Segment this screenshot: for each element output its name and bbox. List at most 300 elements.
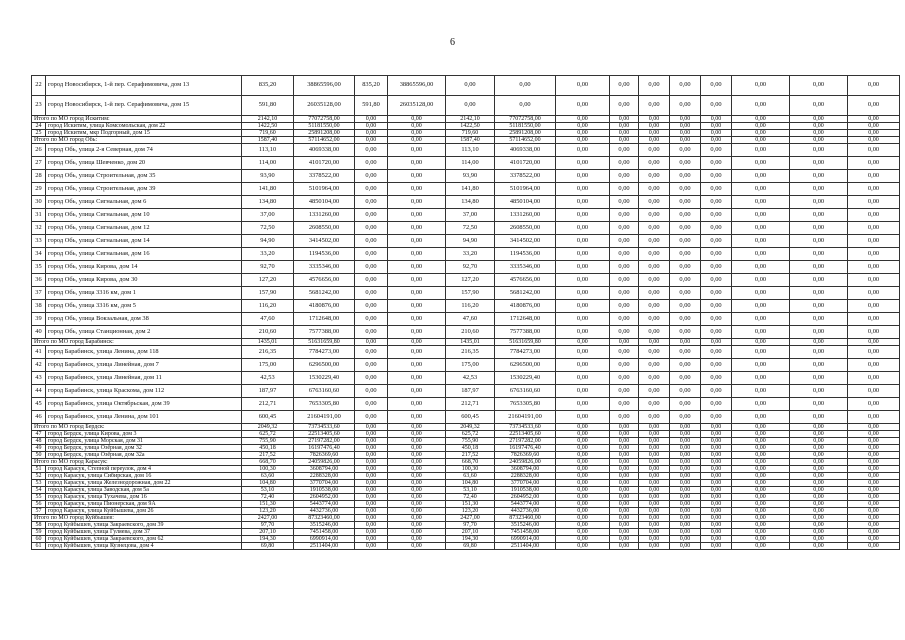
value-cell: 0,00 [639, 480, 670, 487]
value-cell: 0,00 [790, 385, 848, 398]
value-cell: 0,00 [790, 313, 848, 326]
row-number: 50 [32, 452, 46, 459]
value-cell: 0,00 [732, 494, 790, 501]
table-row [32, 326, 900, 339]
value-cell: 0,00 [355, 473, 388, 480]
value-cell: 0,00 [732, 385, 790, 398]
value-cell: 0,00 [732, 487, 790, 494]
value-cell: 0,00 [848, 385, 900, 398]
value-cell: 4180876,00 [294, 300, 355, 313]
value-cell: 0,00 [848, 248, 900, 261]
value-cell: 0,00 [790, 431, 848, 438]
value-cell: 0,00 [732, 137, 790, 144]
value-cell: 0,00 [790, 196, 848, 209]
value-cell: 38865596,00 [294, 76, 355, 96]
value-cell: 0,00 [670, 76, 701, 96]
value-cell: 72,40 [242, 494, 294, 501]
value-cell: 0,00 [388, 313, 446, 326]
value-cell: 0,00 [790, 398, 848, 411]
value-cell: 0,00 [556, 235, 610, 248]
value-cell: 0,00 [701, 96, 732, 116]
value-cell: 625,72 [446, 431, 495, 438]
subtotal-row [32, 459, 900, 466]
value-cell: 0,00 [701, 431, 732, 438]
value-cell: 1712648,00 [294, 313, 355, 326]
address-cell: город Обь, улица Шевченко, дом 20 [46, 157, 242, 170]
value-cell: 719,60 [446, 130, 495, 137]
value-cell: 77072758,00 [294, 116, 355, 123]
table-row [32, 123, 900, 130]
value-cell: 0,00 [610, 487, 639, 494]
value-cell: 0,00 [388, 459, 446, 466]
value-cell: 0,00 [848, 130, 900, 137]
value-cell: 1435,01 [446, 339, 495, 346]
value-cell: 0,00 [639, 261, 670, 274]
subtotal-row [32, 116, 900, 123]
address-cell: город Искитим, улица Комсомольская, дом 22 [46, 123, 242, 130]
value-cell: 22513405,60 [294, 431, 355, 438]
value-cell: 2288328,00 [294, 473, 355, 480]
value-cell: 0,00 [790, 235, 848, 248]
value-cell: 0,00 [848, 480, 900, 487]
table-row [32, 235, 900, 248]
value-cell: 0,00 [701, 424, 732, 431]
value-cell: 25891208,00 [495, 130, 556, 137]
value-cell: 0,00 [790, 170, 848, 183]
table-row [32, 157, 900, 170]
value-cell: 0,00 [355, 326, 388, 339]
value-cell: 0,00 [610, 116, 639, 123]
value-cell: 0,00 [790, 536, 848, 543]
value-cell: 0,00 [639, 222, 670, 235]
value-cell: 100,30 [242, 466, 294, 473]
value-cell: 0,00 [556, 76, 610, 96]
table-row [32, 494, 900, 501]
value-cell: 0,00 [732, 515, 790, 522]
row-number: 25 [32, 130, 46, 137]
value-cell: 0,00 [670, 123, 701, 130]
table-row [32, 487, 900, 494]
value-cell: 0,00 [670, 137, 701, 144]
value-cell: 0,00 [670, 116, 701, 123]
value-cell: 0,00 [790, 359, 848, 372]
value-cell: 0,00 [388, 445, 446, 452]
table-row [32, 480, 900, 487]
address-cell: город Барабинск, улица Октябрьская, дом 39 [46, 398, 242, 411]
value-cell: 0,00 [790, 96, 848, 116]
value-cell: 210,60 [242, 326, 294, 339]
value-cell: 0,00 [556, 431, 610, 438]
value-cell: 0,00 [556, 424, 610, 431]
value-cell: 450,18 [446, 445, 495, 452]
value-cell: 141,80 [242, 183, 294, 196]
value-cell: 0,00 [732, 424, 790, 431]
value-cell: 1331260,00 [495, 209, 556, 222]
value-cell: 0,00 [610, 170, 639, 183]
value-cell: 0,00 [701, 116, 732, 123]
value-cell: 0,00 [388, 183, 446, 196]
value-cell: 7784273,00 [495, 346, 556, 359]
value-cell: 2604952,00 [294, 494, 355, 501]
value-cell: 0,00 [790, 274, 848, 287]
row-number: 27 [32, 157, 46, 170]
value-cell: 0,00 [790, 123, 848, 130]
value-cell: 0,00 [556, 359, 610, 372]
value-cell: 0,00 [639, 183, 670, 196]
value-cell: 5681242,00 [495, 287, 556, 300]
page-number: 6 [450, 37, 455, 48]
value-cell: 47,60 [242, 313, 294, 326]
value-cell: 0,00 [388, 543, 446, 550]
value-cell: 600,45 [242, 411, 294, 424]
value-cell: 0,00 [701, 411, 732, 424]
address-cell: город Карасук, улица Пионерская, дом 9А [46, 501, 242, 508]
value-cell: 0,00 [670, 235, 701, 248]
value-cell: 0,00 [848, 536, 900, 543]
value-cell: 835,20 [242, 76, 294, 96]
value-cell: 1587,40 [242, 137, 294, 144]
value-cell: 7826369,60 [495, 452, 556, 459]
value-cell: 0,00 [670, 248, 701, 261]
row-number: 41 [32, 346, 46, 359]
value-cell: 4069338,00 [294, 144, 355, 157]
value-cell: 87323460,00 [495, 515, 556, 522]
value-cell: 72,50 [242, 222, 294, 235]
value-cell: 0,00 [701, 466, 732, 473]
row-number: 51 [32, 466, 46, 473]
value-cell: 16197476,40 [495, 445, 556, 452]
row-number: 52 [32, 473, 46, 480]
value-cell: 69,80 [242, 543, 294, 550]
row-number: 57 [32, 508, 46, 515]
value-cell: 591,80 [355, 96, 388, 116]
value-cell: 0,00 [848, 96, 900, 116]
value-cell: 127,20 [446, 274, 495, 287]
subtotal-row [32, 424, 900, 431]
value-cell: 0,00 [732, 359, 790, 372]
value-cell: 0,00 [355, 196, 388, 209]
value-cell: 0,00 [639, 445, 670, 452]
value-cell: 0,00 [732, 326, 790, 339]
value-cell: 0,00 [701, 144, 732, 157]
value-cell: 0,00 [639, 487, 670, 494]
value-cell: 0,00 [848, 235, 900, 248]
value-cell: 6296500,00 [495, 359, 556, 372]
value-cell: 0,00 [556, 487, 610, 494]
value-cell: 0,00 [701, 222, 732, 235]
value-cell: 0,00 [670, 346, 701, 359]
value-cell: 0,00 [556, 508, 610, 515]
value-cell: 0,00 [732, 411, 790, 424]
value-cell: 0,00 [670, 501, 701, 508]
value-cell: 0,00 [639, 411, 670, 424]
value-cell: 0,00 [732, 438, 790, 445]
value-cell: 0,00 [610, 494, 639, 501]
value-cell: 1194536,00 [495, 248, 556, 261]
value-cell: 0,00 [732, 248, 790, 261]
value-cell: 6763160,60 [495, 385, 556, 398]
row-number: 61 [32, 543, 46, 550]
value-cell: 0,00 [701, 529, 732, 536]
value-cell: 0,00 [355, 466, 388, 473]
value-cell: 0,00 [355, 445, 388, 452]
value-cell: 4850104,00 [294, 196, 355, 209]
value-cell: 0,00 [388, 116, 446, 123]
subtotal-label: Итого по МО город Карасук: [32, 459, 242, 466]
value-cell: 0,00 [388, 480, 446, 487]
value-cell: 0,00 [732, 209, 790, 222]
value-cell: 0,00 [670, 313, 701, 326]
value-cell: 3335346,00 [495, 261, 556, 274]
value-cell: 0,00 [790, 209, 848, 222]
value-cell: 0,00 [556, 170, 610, 183]
value-cell: 4576656,00 [495, 274, 556, 287]
value-cell: 6990914,00 [495, 536, 556, 543]
value-cell: 0,00 [639, 522, 670, 529]
value-cell: 0,00 [701, 372, 732, 385]
value-cell: 0,00 [388, 424, 446, 431]
table-row [32, 438, 900, 445]
value-cell: 0,00 [556, 313, 610, 326]
table-row [32, 536, 900, 543]
value-cell: 0,00 [670, 96, 701, 116]
value-cell: 0,00 [388, 326, 446, 339]
value-cell: 719,60 [242, 130, 294, 137]
value-cell: 0,00 [670, 438, 701, 445]
value-cell: 0,00 [388, 248, 446, 261]
value-cell: 94,90 [242, 235, 294, 248]
value-cell: 591,80 [242, 96, 294, 116]
row-number: 44 [32, 385, 46, 398]
value-cell: 0,00 [556, 466, 610, 473]
value-cell: 0,00 [701, 76, 732, 96]
value-cell: 0,00 [610, 300, 639, 313]
address-cell: город Обь, улица Строительная, дом 35 [46, 170, 242, 183]
value-cell: 3770704,00 [294, 480, 355, 487]
value-cell: 0,00 [388, 452, 446, 459]
value-cell: 0,00 [790, 480, 848, 487]
value-cell: 0,00 [790, 543, 848, 550]
value-cell: 0,00 [610, 372, 639, 385]
value-cell: 0,00 [610, 466, 639, 473]
value-cell: 0,00 [790, 452, 848, 459]
value-cell: 0,00 [355, 116, 388, 123]
value-cell: 42,53 [446, 372, 495, 385]
table-row [32, 508, 900, 515]
value-cell: 151,30 [242, 501, 294, 508]
value-cell: 0,00 [388, 529, 446, 536]
value-cell: 0,00 [355, 130, 388, 137]
value-cell: 22513405,60 [495, 431, 556, 438]
value-cell: 0,00 [790, 466, 848, 473]
table-row [32, 466, 900, 473]
value-cell: 0,00 [670, 144, 701, 157]
value-cell: 0,00 [790, 300, 848, 313]
value-cell: 0,00 [701, 170, 732, 183]
value-cell: 0,00 [556, 137, 610, 144]
value-cell: 7451458,00 [294, 529, 355, 536]
value-cell: 0,00 [848, 431, 900, 438]
value-cell: 21604191,00 [294, 411, 355, 424]
value-cell: 0,00 [732, 287, 790, 300]
value-cell: 0,00 [670, 445, 701, 452]
value-cell: 0,00 [848, 222, 900, 235]
value-cell: 0,00 [732, 76, 790, 96]
value-cell: 0,00 [670, 515, 701, 522]
value-cell: 0,00 [388, 261, 446, 274]
value-cell: 51181550,00 [495, 123, 556, 130]
value-cell: 0,00 [790, 459, 848, 466]
value-cell: 134,80 [446, 196, 495, 209]
value-cell: 0,00 [732, 170, 790, 183]
value-cell: 0,00 [355, 452, 388, 459]
value-cell: 450,18 [242, 445, 294, 452]
value-cell: 2427,00 [242, 515, 294, 522]
address-cell: город Карасук, Степной переулок, дом 4 [46, 466, 242, 473]
value-cell: 0,00 [556, 438, 610, 445]
row-number: 46 [32, 411, 46, 424]
value-cell: 0,00 [701, 459, 732, 466]
value-cell: 0,00 [610, 508, 639, 515]
value-cell: 0,00 [355, 339, 388, 346]
value-cell: 0,00 [848, 522, 900, 529]
value-cell: 0,00 [848, 183, 900, 196]
value-cell: 0,00 [848, 339, 900, 346]
value-cell: 116,20 [446, 300, 495, 313]
value-cell: 0,00 [639, 130, 670, 137]
value-cell: 0,00 [701, 248, 732, 261]
value-cell: 151,30 [446, 501, 495, 508]
value-cell: 0,00 [670, 385, 701, 398]
value-cell: 755,90 [242, 438, 294, 445]
value-cell: 0,00 [355, 494, 388, 501]
value-cell: 0,00 [670, 339, 701, 346]
value-cell: 0,00 [610, 346, 639, 359]
value-cell: 0,00 [732, 398, 790, 411]
value-cell: 0,00 [556, 144, 610, 157]
value-cell: 7653305,80 [495, 398, 556, 411]
value-cell: 0,00 [670, 359, 701, 372]
address-cell: город Обь, улица 3316 км, дом 1 [46, 287, 242, 300]
value-cell: 0,00 [670, 431, 701, 438]
value-cell: 0,00 [639, 157, 670, 170]
value-cell: 21604191,00 [495, 411, 556, 424]
address-cell: город Бердск, улица Озёрная, дом 32 [46, 445, 242, 452]
value-cell: 2049,32 [446, 424, 495, 431]
value-cell: 0,00 [610, 359, 639, 372]
value-cell: 7577388,00 [495, 326, 556, 339]
value-cell: 0,00 [848, 196, 900, 209]
value-cell: 0,00 [556, 346, 610, 359]
value-cell: 0,00 [790, 487, 848, 494]
table-row [32, 473, 900, 480]
table-row [32, 372, 900, 385]
value-cell: 0,00 [388, 466, 446, 473]
value-cell: 0,00 [610, 261, 639, 274]
value-cell: 2427,00 [446, 515, 495, 522]
value-cell: 0,00 [610, 326, 639, 339]
table-row [32, 261, 900, 274]
value-cell: 0,00 [355, 222, 388, 235]
value-cell: 0,00 [556, 287, 610, 300]
value-cell: 7784273,00 [294, 346, 355, 359]
value-cell: 0,00 [701, 480, 732, 487]
value-cell: 0,00 [848, 543, 900, 550]
row-number: 42 [32, 359, 46, 372]
table-row [32, 411, 900, 424]
value-cell: 0,00 [790, 346, 848, 359]
value-cell: 0,00 [732, 346, 790, 359]
address-cell: город Барабинск, улица Линейная, дом 11 [46, 372, 242, 385]
value-cell: 0,00 [732, 473, 790, 480]
address-cell: город Обь, улица Сигнальная, дом 16 [46, 248, 242, 261]
value-cell: 0,00 [388, 473, 446, 480]
value-cell: 0,00 [732, 466, 790, 473]
value-cell: 0,00 [495, 76, 556, 96]
value-cell: 0,00 [610, 130, 639, 137]
value-cell: 0,00 [732, 480, 790, 487]
value-cell: 0,00 [732, 144, 790, 157]
address-cell: город Бердск, улица Кирова, дом 3 [46, 431, 242, 438]
value-cell: 0,00 [388, 372, 446, 385]
value-cell: 0,00 [701, 536, 732, 543]
value-cell: 0,00 [732, 313, 790, 326]
value-cell: 4101720,00 [495, 157, 556, 170]
value-cell: 0,00 [388, 300, 446, 313]
value-cell: 3608794,00 [294, 466, 355, 473]
value-cell: 127,20 [242, 274, 294, 287]
value-cell: 0,00 [848, 438, 900, 445]
value-cell: 3414502,00 [294, 235, 355, 248]
value-cell: 0,00 [790, 411, 848, 424]
value-cell: 0,00 [388, 494, 446, 501]
value-cell: 0,00 [848, 261, 900, 274]
value-cell: 93,90 [446, 170, 495, 183]
value-cell: 187,97 [242, 385, 294, 398]
value-cell: 0,00 [670, 196, 701, 209]
value-cell: 0,00 [790, 157, 848, 170]
value-cell: 0,00 [388, 359, 446, 372]
value-cell: 0,00 [701, 543, 732, 550]
value-cell: 0,00 [639, 359, 670, 372]
value-cell: 0,00 [355, 170, 388, 183]
value-cell: 0,00 [670, 222, 701, 235]
address-cell: город Обь, улица Строительная, дом 39 [46, 183, 242, 196]
value-cell: 157,90 [242, 287, 294, 300]
value-cell: 0,00 [701, 261, 732, 274]
value-cell: 0,00 [848, 494, 900, 501]
value-cell: 123,20 [446, 508, 495, 515]
value-cell: 0,00 [790, 326, 848, 339]
value-cell: 0,00 [790, 494, 848, 501]
row-number: 58 [32, 522, 46, 529]
value-cell: 668,70 [242, 459, 294, 466]
value-cell: 0,00 [732, 445, 790, 452]
value-cell: 0,00 [732, 431, 790, 438]
value-cell: 0,00 [848, 274, 900, 287]
value-cell: 0,00 [701, 359, 732, 372]
value-cell: 0,00 [732, 452, 790, 459]
value-cell: 0,00 [556, 157, 610, 170]
table-row [32, 445, 900, 452]
row-number: 56 [32, 501, 46, 508]
value-cell: 3378522,00 [495, 170, 556, 183]
value-cell: 0,00 [639, 248, 670, 261]
value-cell: 0,00 [388, 508, 446, 515]
value-cell: 0,00 [670, 543, 701, 550]
address-cell: город Куйбышев, улица Закраевского, дом 62 [46, 536, 242, 543]
value-cell: 1422,50 [446, 123, 495, 130]
